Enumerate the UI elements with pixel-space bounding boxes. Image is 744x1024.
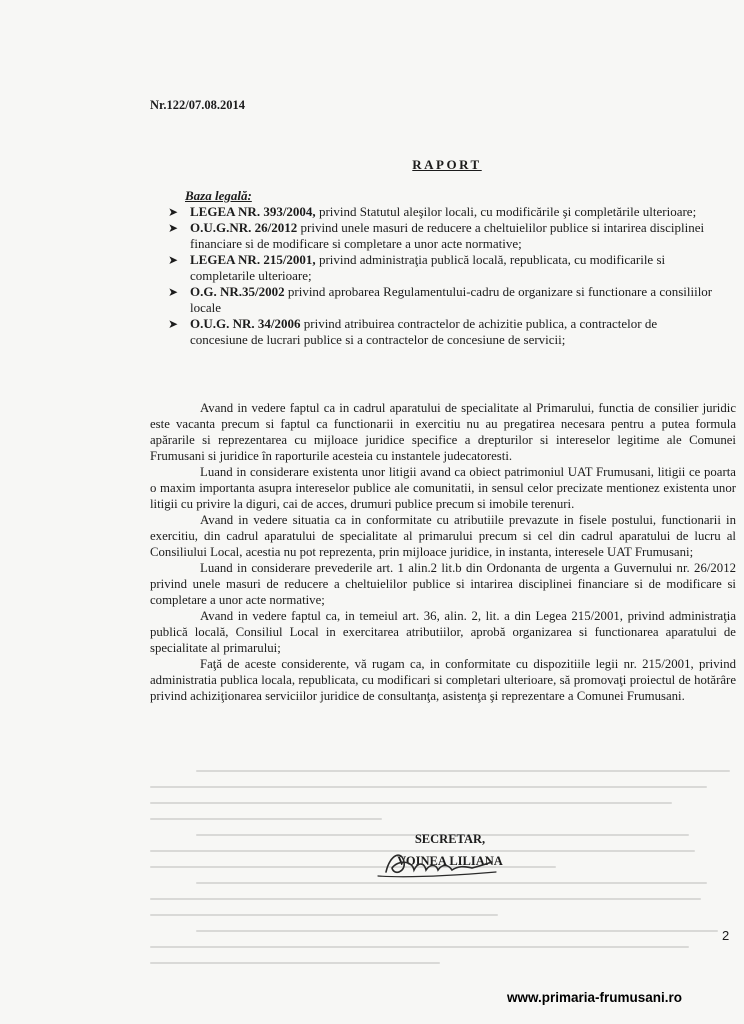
report-paragraph: Avand in vedere situatia ca in conformitate cu atributiile prevazute in fisele postului, functionarii in exercitiu, din cadrul aparatului de specialitate al primarului precum si cel din cadrul aparatului de lucru al Consiliului Local, acestia nu pot reprezenta, prin mijloace juridice, in instanta, interesele UAT Frumusani; xyxy=(150,513,736,559)
law-title: O.U.G.NR. 26/2012 xyxy=(190,220,298,235)
law-title: LEGEA NR. 393/2004, xyxy=(190,204,316,219)
law-description: privind administraţia publică locală, republicata, cu modificarile si completarile ulterioare; xyxy=(190,252,666,283)
document-number: Nr.122/07.08.2014 xyxy=(150,98,246,112)
report-paragraph: Luand in considerare prevederile art. 1 alin.2 lit.b din Ordonanta de urgenta a Guvernului nr. 26/2012 privind unele masuri de reducere a cheltuielilor publice si intarirea disciplinei financiare si de modificare si completare a unor acte normative; xyxy=(150,561,736,607)
arrow-bullet-icon: ➤ xyxy=(168,221,179,235)
law-item xyxy=(168,316,716,348)
bleed-through-text xyxy=(150,770,730,1000)
arrow-bullet-icon: ➤ xyxy=(168,253,179,267)
law-description: privind unele masuri de reducere a cheltuielilor publice si intarirea disciplinei financiare si de modificare si completare a unor acte normative; xyxy=(190,220,705,251)
law-title: O.U.G. NR. 34/2006 xyxy=(190,316,301,331)
law-item xyxy=(168,252,716,284)
law-description: privind atribuirea contractelor de achizitie publica, a contractelor de concesiune de lucrari publice si a contractelor de concesiune de servicii; xyxy=(190,316,658,347)
signatory-name: VOINEA LILIANA xyxy=(397,854,503,868)
report-paragraph: Faţă de aceste considerente, vă rugam ca, in conformitate cu dispozitiile legii nr. 215/2001, privind administratia publica locala, republicata, cu modificari si completari ulterioare, să promovaţi proiectul de hotărâre privind achiziţionarea serviciilor juridice de consultanţa, asistenţa şi reprezentare a Comunei Frumusani. xyxy=(150,657,736,703)
document-title: RAPORT xyxy=(412,157,482,172)
law-description: privind aprobarea Regulamentului-cadru de organizare si functionare a consiliilor locale xyxy=(190,284,713,315)
arrow-bullet-icon: ➤ xyxy=(168,285,179,299)
page-number: 2 xyxy=(722,928,730,943)
law-title: LEGEA NR. 215/2001, xyxy=(190,252,316,267)
report-paragraph: Avand in vedere faptul ca, in temeiul art. 36, alin. 2, lit. a din Legea 215/2001, privind administraţia publică locală, Consiliul Local in exercitarea atributiilor, aprobă organizarea si functionarea aparatului de specialitate al primarului; xyxy=(150,609,736,655)
handwritten-signature xyxy=(368,842,508,882)
signatory-role: SECRETAR, xyxy=(414,832,486,846)
law-item xyxy=(168,220,716,252)
arrow-bullet-icon: ➤ xyxy=(168,205,179,219)
law-item xyxy=(168,204,716,220)
arrow-bullet-icon: ➤ xyxy=(168,317,179,331)
report-body xyxy=(150,400,736,704)
legal-basis-heading: Baza legală: xyxy=(185,188,252,203)
law-description: privind Statutul aleşilor locali, cu modificările şi completările ulterioare; xyxy=(315,204,697,219)
law-item xyxy=(168,284,716,316)
footer-website: www.primaria-frumusani.ro xyxy=(507,990,683,1005)
law-title: O.G. NR.35/2002 xyxy=(190,284,285,299)
legal-basis-list xyxy=(168,204,716,348)
report-paragraph: Avand in vedere faptul ca in cadrul aparatului de specialitate al Primarului, functia de consilier juridic este vacanta precum si faptul ca functionarii in exercitiu nu au pregatirea necesara pentru a putea formula apărarile si reprezentarea cu mijloace juridice specifice a drepturilor si intereselor legitime ale Comunei Frumusani si juridice în raporturile acesteia cu instantele judecatoresti. xyxy=(150,401,736,463)
report-paragraph: Luand in considerare existenta unor litigii avand ca obiect patrimoniul UAT Frumusani, litigii ce poarta o maxim importanta asupra intereselor publice ale comunitatii, in sensul celor precizate mentionez existenta unor litigii cu privire la diguri, cai de acces, drumuri publice precum si imobile terenuri. xyxy=(150,465,736,511)
